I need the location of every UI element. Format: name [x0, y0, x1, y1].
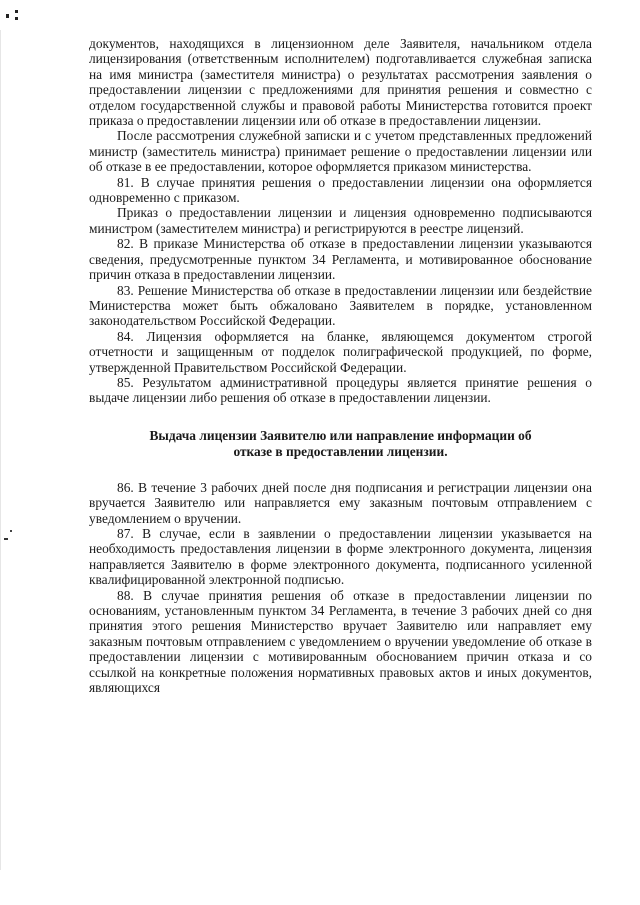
paragraph: 86. В течение 3 рабочих дней после дня подписания и регистрации лицензии она вручается Заявителю или направляется ему заказным почтовым отправлением с уведомлением о вручении. [89, 479, 592, 526]
paragraph: 84. Лицензия оформляется на бланке, являющемся документом строгой отчетности и защищенным от подделок полиграфической продукцией, по форме, утвержденной Правительством Российской Федерации. [89, 328, 592, 375]
paragraph: 85. Результатом административной процедуры является принятие решения о выдаче лицензии либо решения об отказе в предоставлении лицензии. [89, 374, 592, 406]
scan-speck [15, 17, 18, 20]
section-heading-line: отказе в предоставлении лицензии. [233, 443, 448, 459]
paragraph: 81. В случае принятия решения о предоставлении лицензии она оформляется одновременно с приказом. [89, 174, 592, 206]
paragraph: 83. Решение Министерства об отказе в предоставлении лицензии или бездействие Министерства может быть обжаловано Заявителем в порядке, установленном законодательством Российской Федерации. [89, 282, 592, 329]
scan-speck [0, 30, 1, 870]
document-body [89, 36, 592, 695]
scan-speck [15, 10, 18, 13]
paragraph: 87. В случае, если в заявлении о предоставлении лицензии указывается на необходимость предоставления лицензии в форме электронного документа, лицензия направляется Заявителю в форме электронного документа, подписанного усиленной квалифицированной электронной подписью. [89, 525, 592, 588]
scan-speck [4, 538, 8, 540]
section-heading-line: Выдача лицензии Заявителю или направление информации об [149, 427, 532, 443]
paragraph-group-top [89, 36, 592, 406]
paragraph: 88. В случае принятия решения об отказе в предоставлении лицензии по основаниям, установленным пунктом 34 Регламента, в течение 3 рабочих дней со дня принятия этого решения Министерство вручает Заявителю или направляет ему заказным почтовым отправлением с уведомлением о вручении уведомление об отказе в предоставлении лицензии с мотивированным обоснованием причин отказа и со ссылкой на конкретные положения нормативных правовых актов и иных документов, являющихся [89, 587, 592, 696]
paragraph: документов, находящихся в лицензионном деле Заявителя, начальником отдела лицензирования (ответственным исполнителем) подготавливается служебная записка на имя министра (заместителя министра) о результатах рассмотрения заявления о предоставлении лицензии с предложениями для принятия решения и совместно с отделом государственной службы и правовой работы Министерства готовится проект приказа о предоставлении лицензии или об отказе в предоставлении лицензии. [89, 36, 592, 129]
paragraph: 82. В приказе Министерства об отказе в предоставлении лицензии указываются сведения, предусмотренные пунктом 34 Регламента, и мотивированное обоснование причин отказа в предоставлении лицензии. [89, 236, 592, 283]
paragraph: После рассмотрения служебной записки и с учетом представленных предложений министр (заместитель министра) принимает решение о предоставлении лицензии или об отказе в ее предоставлении, которое оформляется приказом министерства. [89, 128, 592, 175]
paragraph-group-bottom [89, 480, 592, 696]
scan-speck [10, 530, 12, 532]
paragraph: Приказ о предоставлении лицензии и лицензия одновременно подписываются министром (заместителем министра) и регистрируются в реестре лицензий. [89, 205, 592, 236]
scan-speck [6, 14, 9, 18]
section-heading [89, 428, 592, 460]
